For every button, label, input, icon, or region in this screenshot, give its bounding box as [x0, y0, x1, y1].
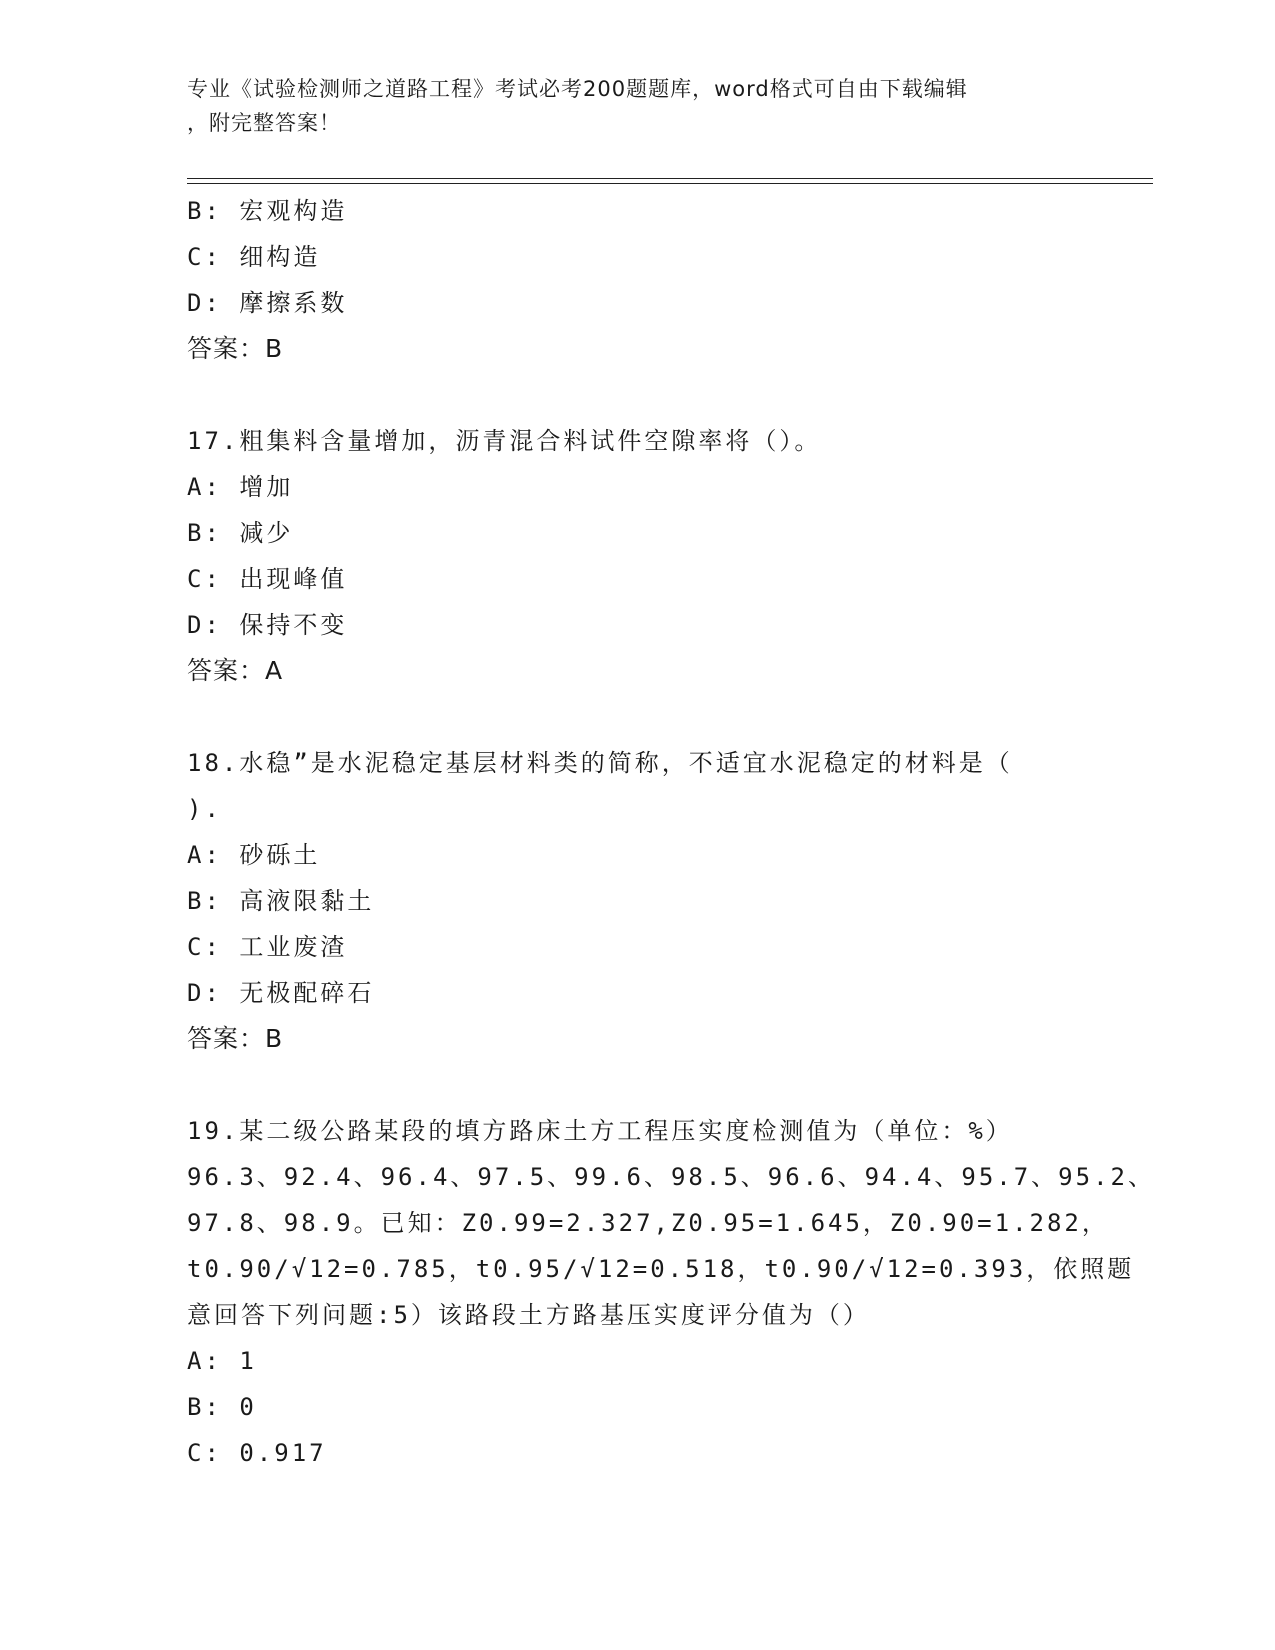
question-content	[187, 188, 1155, 1476]
spacer	[187, 1062, 1087, 1108]
option-d: D: 摩擦系数	[187, 289, 348, 317]
option-b: B: 0	[187, 1393, 257, 1421]
question-19	[187, 1108, 1155, 1476]
question-stem-line-2: 96.3、92.4、96.4、97.5、99.6、98.5、96.6、94.4、95.7、95.2、	[187, 1163, 1155, 1191]
header-title-line-2: ，附完整答案！	[187, 111, 341, 135]
option-c: C: 工业废渣	[187, 933, 348, 961]
option-b: B: 减少	[187, 519, 294, 547]
question-17	[187, 418, 1087, 694]
spacer	[187, 694, 1087, 740]
option-c: C: 细构造	[187, 243, 321, 271]
header-divider-second	[187, 183, 1153, 184]
question-stem-line-1: 19.某二级公路某段的填方路床土方工程压实度检测值为（单位：%）	[187, 1117, 1013, 1145]
option-c: C: 0.917	[187, 1439, 327, 1467]
option-b: B: 高液限黏土	[187, 887, 375, 915]
option-d: D: 无极配碎石	[187, 979, 375, 1007]
question-stem-line-2: ).	[187, 795, 222, 823]
spacer	[187, 372, 1087, 418]
question-16-tail	[187, 188, 1087, 372]
header-divider	[187, 178, 1153, 179]
question-stem: 17.粗集料含量增加，沥青混合料试件空隙率将（）。	[187, 427, 822, 455]
document-header	[187, 72, 1067, 140]
answer-line: 答案：B	[187, 1024, 284, 1053]
answer-line: 答案：B	[187, 334, 284, 363]
option-b: B: 宏观构造	[187, 197, 348, 225]
header-title-line-1: 专业《试验检测师之道路工程》考试必考200题题库，word格式可自由下载编辑	[187, 77, 968, 101]
option-d: D: 保持不变	[187, 611, 348, 639]
option-a: A: 1	[187, 1347, 257, 1375]
answer-line: 答案：A	[187, 656, 284, 685]
option-a: A: 砂砾土	[187, 841, 321, 869]
option-c: C: 出现峰值	[187, 565, 348, 593]
option-a: A: 增加	[187, 473, 294, 501]
question-stem-line-4: t0.90/√12=0.785，t0.95/√12=0.518，t0.90/√12=0.393，依照题	[187, 1255, 1135, 1283]
question-18	[187, 740, 1087, 1062]
question-stem-line-3: 97.8、98.9。已知：Z0.99=2.327,Z0.95=1.645，Z0.90=1.282，	[187, 1209, 1109, 1237]
question-stem-line-1: 18.水稳”是水泥稳定基层材料类的简称，不适宜水泥稳定的材料是（	[187, 749, 1013, 777]
question-stem-line-5: 意回答下列问题:5）该路段土方路基压实度评分值为（）	[187, 1301, 870, 1329]
